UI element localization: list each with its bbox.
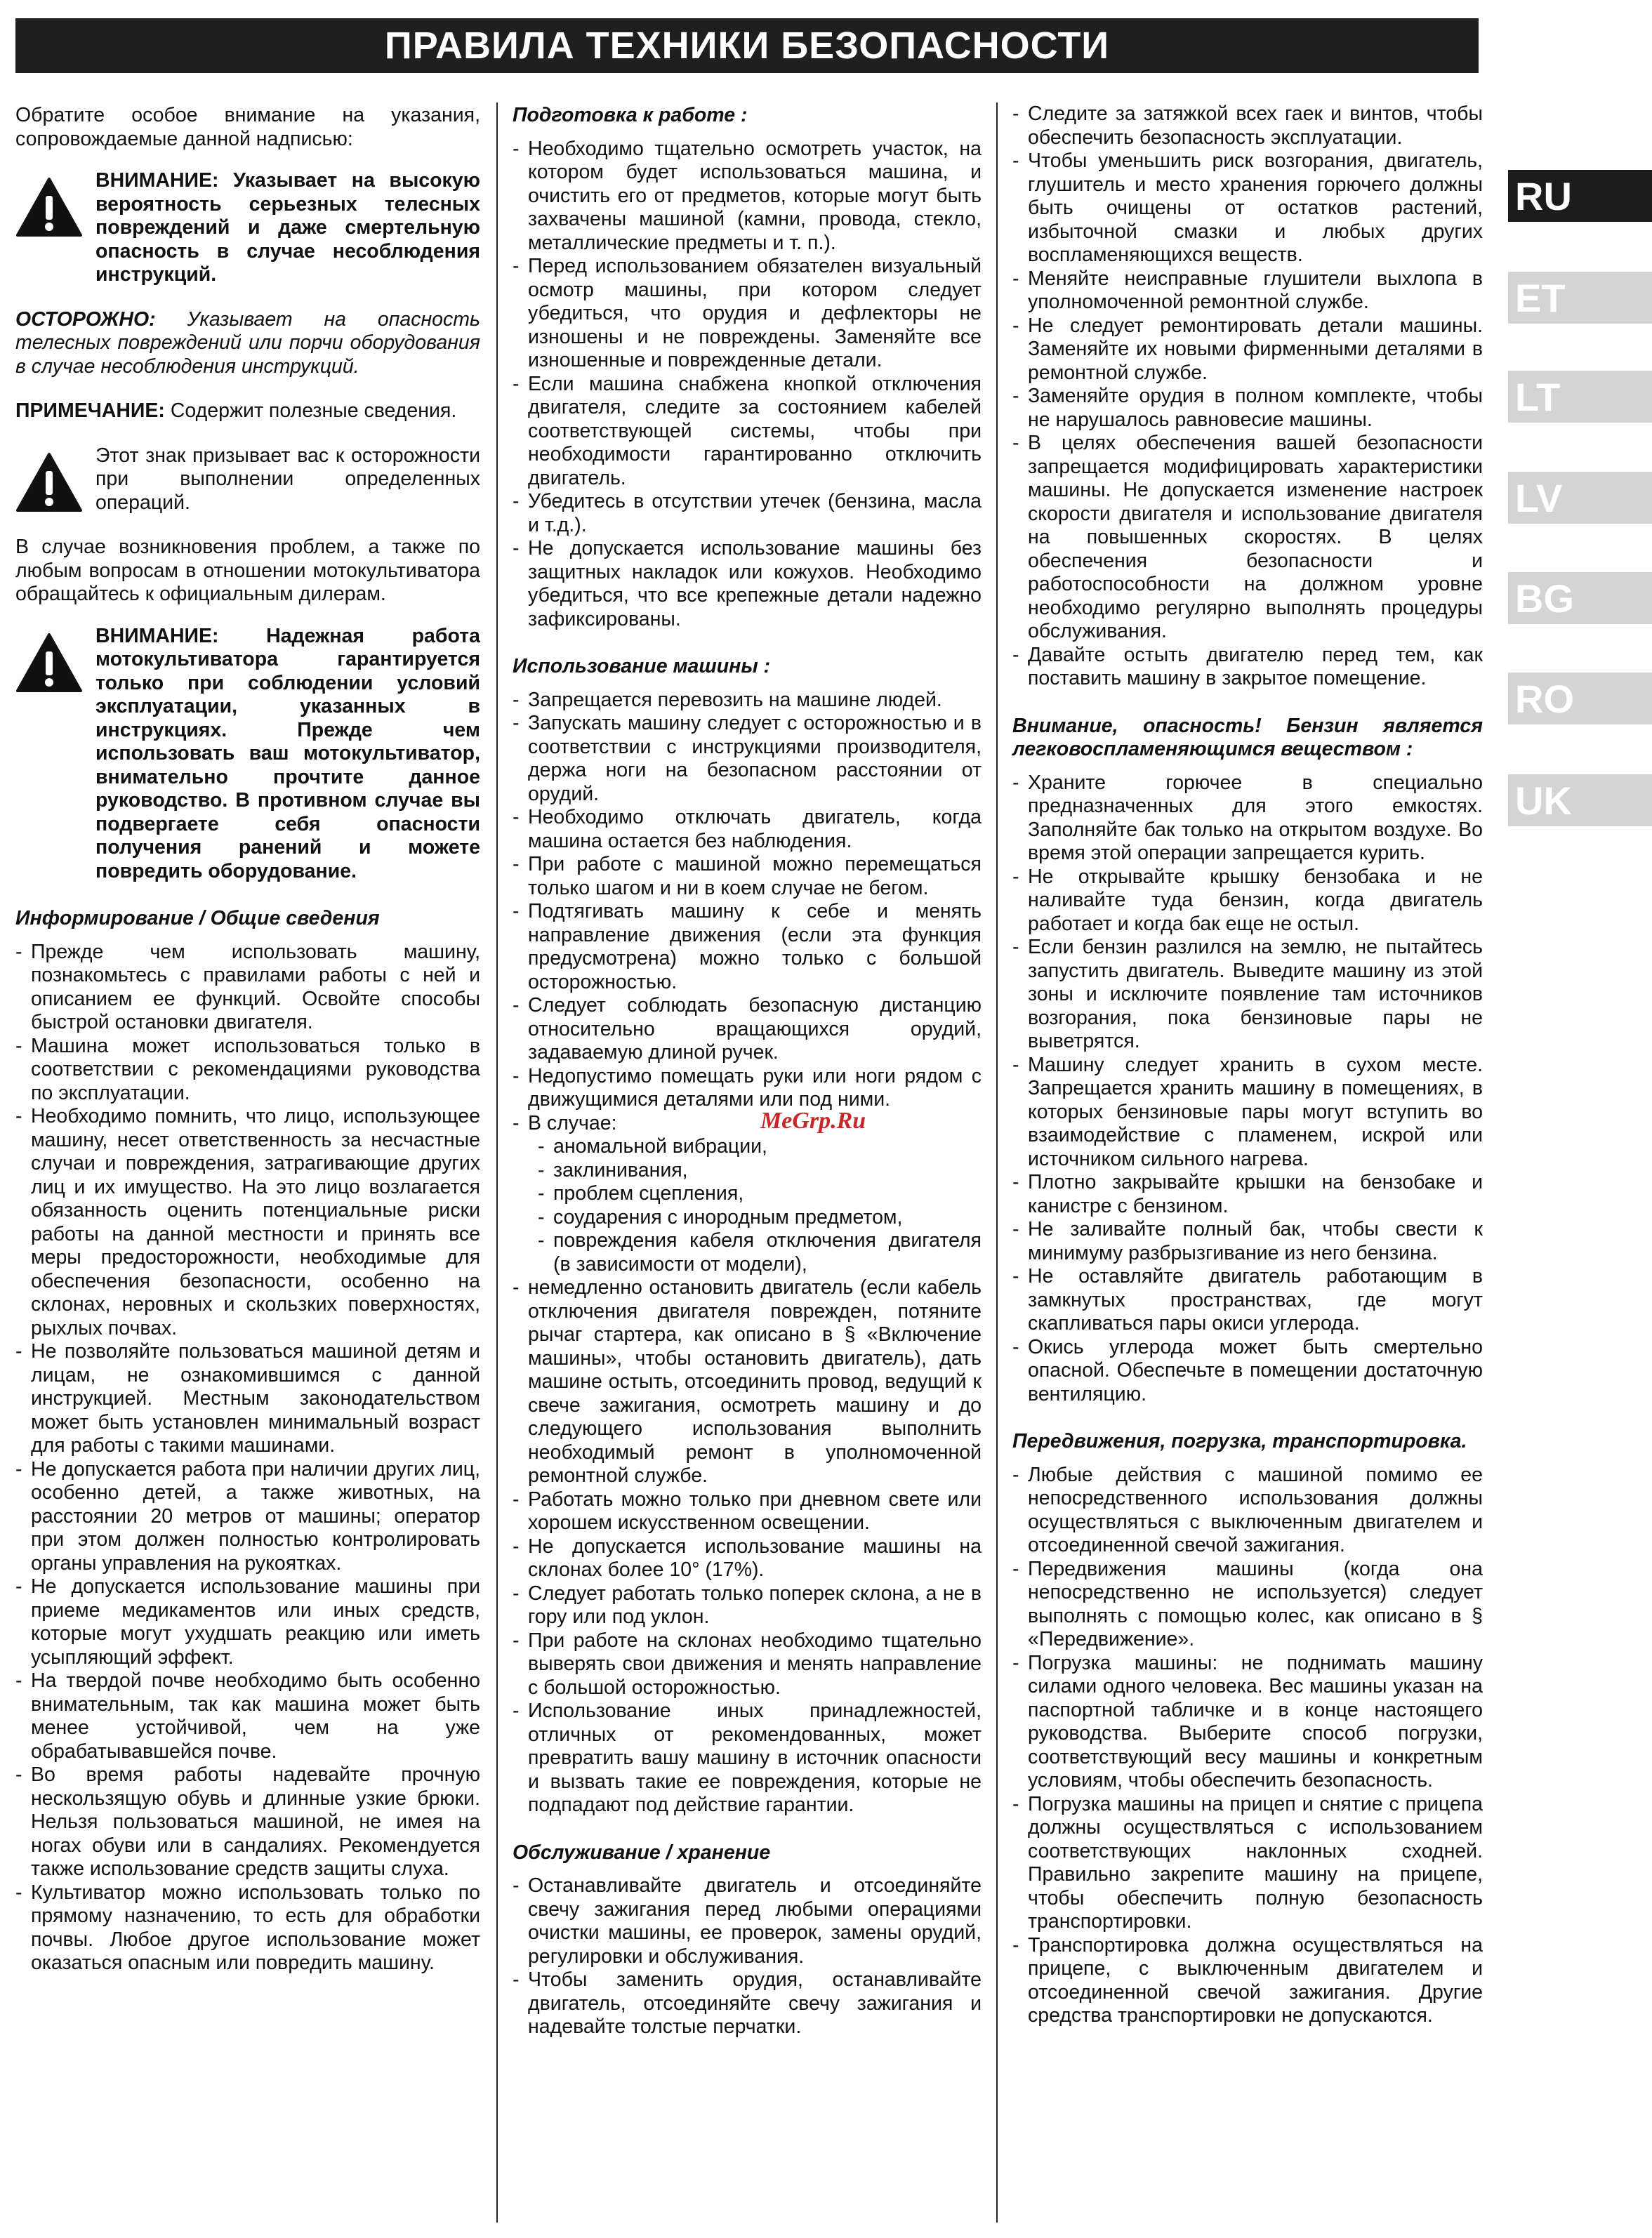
list-item: - Подтягивать машину к себе и менять направление движения (если эта функция предусмотрена) можно только с большой осторожностью. [513, 900, 982, 994]
warning-block [15, 625, 480, 884]
list-item: - Погрузка машины на прицеп и снятие с прицепа должны осуществляться с использованием соответствующих наклонных сходней. Правильно закрепите машину на прицепе, чтобы обеспечить полную безопасность транспортировки. [1012, 1793, 1483, 1934]
list-item: - Не допускается использование машины на склонах более 10° (17%). [513, 1535, 982, 1582]
transport-list [1012, 1464, 1483, 2028]
list-item: - На твердой почве необходимо быть особенно внимательным, так как машина может быть менее устойчивой, чем на уже обрабатывавшейся почве. [15, 1669, 480, 1763]
maint-list [513, 1874, 982, 2039]
sign-block [15, 444, 480, 515]
list-item: - Заменяйте орудия в полном комплекте, чтобы не нарушалось равновесие машины. [1012, 385, 1483, 432]
list-item: - Культиватор можно использовать только по прямому назначению, то есть для обработки почвы. Любое другое использование может оказаться опасным или повредить машину. [15, 1881, 480, 1975]
fuel-list [1012, 772, 1483, 1407]
warning-triangle-icon [15, 451, 83, 513]
list-item: - При работе с машиной можно перемещаться только шагом и ни в коем случае не бегом. [513, 853, 982, 900]
list-item: - Не заливайте полный бак, чтобы свести к минимуму разбрызгивание из него бензина. [1012, 1218, 1483, 1265]
list-item: - Транспортировка должна осуществляться на прицепе, с выключенным двигателем и отсоединенной свечой зажигания. Другие средства транспортировки не допускаются. [1012, 1934, 1483, 2028]
list-item: - повреждения кабеля отключения двигателя (в зависимости от модели), [538, 1229, 982, 1276]
list-item: - Не допускается работа при наличии других лиц, особенно детей, а также животных, на расстоянии 20 метров от машины; оператор при этом должен полностью контролировать органы управления на рукоятках. [15, 1458, 480, 1576]
list-item: - Убедитесь в отсутствии утечек (бензина, масла и т.д.). [513, 490, 982, 537]
warning-text: ВНИМАНИЕ: Указывает на высокую вероятность серьезных телесных повреждений и даже смертельную опасность в случае несоблюдения инструкций. [95, 169, 480, 286]
info-list [15, 941, 480, 1975]
note-text [15, 399, 480, 423]
list-item: - Погрузка машины: не поднимать машину силами одного человека. Вес машины указан на паспортной табличке и в конце настоящего руководства. Выберите способ погрузки, соответствующий весу машины и конкретным условиям, чтобы обеспечить безопасность. [1012, 1652, 1483, 1793]
warning-triangle-icon [15, 632, 83, 694]
list-item: - проблем сцепления, [538, 1182, 982, 1206]
column-2 [513, 104, 982, 2048]
list-item: - Следует работать только поперек склона, а не в гору или под уклон. [513, 1582, 982, 1629]
list-item: - Храните горючее в специально предназначенных для этого емкостях. Заполняйте бак только на открытом воздухе. Во время этой операции запрещается курить. [1012, 772, 1483, 866]
list-item: - Машину следует хранить в сухом месте. Запрещается хранить машину в помещениях, в которых бензиновые пары могут вступить во взаимодействие с пламенем, искрой или источником сильного нагрева. [1012, 1054, 1483, 1172]
use-list-continued [513, 1276, 982, 1817]
list-item: - Не открывайте крышку бензобака и не наливайте туда бензин, когда двигатель работает и когда бак еще не остыл. [1012, 866, 1483, 936]
caution-body: Указывает на опасность телесных повреждений или порчи оборудования в случае несоблюдения инструкций. [15, 307, 481, 378]
column-3 [1012, 102, 1483, 2037]
list-item: - В целях обеспечения вашей безопасности запрещается модифицировать характеристики машины. Не допускается изменение настроек скорости двигателя и использование двигателя на повышенных скоростях. В целях обеспечения безопасности и работоспособности на должном уровне необходимо регулярно выполнять процедуры обслуживания. [1012, 432, 1483, 644]
caution-text [15, 308, 480, 379]
list-item: - Прежде чем использовать машину, познакомьтесь с правилами работы с ней и описанием ее функций. Освойте способы быстрой остановки двигателя. [15, 941, 480, 1035]
language-tab-et[interactable]: ET [1508, 272, 1652, 324]
list-item: - Следует соблюдать безопасную дистанцию относительно вращающихся орудий, задаваемую длиной ручек. [513, 994, 982, 1065]
list-item: - Недопустимо помещать руки или ноги рядом с движущимися деталями или под ними. [513, 1065, 982, 1112]
list-item: - Передвижения машины (когда она непосредственно не используется) следует выполнять с помощью колес, как описано в § «Передвижение». [1012, 1558, 1483, 1652]
language-tab-uk[interactable]: UK [1508, 774, 1652, 826]
list-item: - Не допускается использование машины при приеме медикаментов или иных средств, которые могут ухудшать реакцию или иметь усыпляющий эффект. [15, 1575, 480, 1669]
list-item: - Во время работы надевайте прочную нескользящую обувь и длинные узкие брюки. Нельзя пользоваться машиной, не имея на ногах обуви или в сандалиях. Рекомендуется также использование средств защиты слуха. [15, 1763, 480, 1881]
sign-text: Этот знак призывает вас к осторожности при выполнении определенных операций. [95, 444, 480, 514]
list-item: - Перед использованием обязателен визуальный осмотр машины, при котором следует убедиться, что орудия и дефлекторы не изношены и не повреждены. Заменяйте все изношенные и поврежденные детали. [513, 255, 982, 373]
list-item: - немедленно остановить двигатель (если кабель отключения двигателя поврежден, потяните рычаг стартера, как описано в § «Включение машины», чтобы остановить двигатель), дать машине остыть, отсоединить провод, ведущий к свече зажигания, осмотреть машину и до следующего использования выполнить необходимый ремонт в уполномоченной ремонтной службе. [513, 1276, 982, 1488]
list-item: - Чтобы заменить орудия, останавливайте двигатель, отсоединяйте свечу зажигания и надевайте толстые перчатки. [513, 1968, 982, 2039]
column-divider [496, 102, 498, 2223]
list-item: - Работать можно только при дневном свете или хорошем искусственном освещении. [513, 1488, 982, 1535]
list-item: - аномальной вибрации, [538, 1135, 982, 1159]
language-tab-lv[interactable]: LV [1508, 472, 1652, 524]
column-1 [15, 104, 480, 1984]
use-sub-list [513, 1135, 982, 1276]
use-list [513, 689, 982, 1136]
list-item: - Давайте остыть двигателю перед тем, как поставить машину в закрытое помещение. [1012, 644, 1483, 691]
language-tab-lt[interactable]: LT [1508, 371, 1652, 423]
language-tab-ro[interactable]: RO [1508, 673, 1652, 724]
list-item: - В случае: [513, 1112, 982, 1136]
page-title: ПРАВИЛА ТЕХНИКИ БЕЗОПАСНОСТИ [15, 18, 1479, 73]
section-heading: Информирование / Общие сведения [15, 907, 380, 929]
section-heading: Использование машины : [513, 655, 771, 677]
maint-list-continued [1012, 102, 1483, 691]
list-item: - Плотно закрывайте крышки на бензобаке и канистре с бензином. [1012, 1171, 1483, 1218]
intro-text: Обратите особое внимание на указания, сопровождаемые данной надписью: [15, 104, 480, 150]
language-tab-bg[interactable]: BG [1508, 572, 1652, 624]
list-item: - Останавливайте двигатель и отсоединяйте свечу зажигания перед любыми операциями очистки машины, ее проверок, замены орудий, регулировки и обслуживания. [513, 1874, 982, 1968]
list-item: - Если машина снабжена кнопкой отключения двигателя, следите за состоянием кабелей соответствующей системы, чтобы при необходимости гарантированно отключить двигатель. [513, 373, 982, 491]
prep-list [513, 138, 982, 632]
note-label: ПРИМЕЧАНИЕ: [15, 399, 165, 422]
section-heading: Передвижения, погрузка, транспортировка. [1012, 1430, 1467, 1452]
section-heading: Подготовка к работе : [513, 104, 748, 126]
list-item: - Машина может использоваться только в соответствии с рекомендациями руководства по эксплуатации. [15, 1035, 480, 1106]
list-item: - Использование иных принадлежностей, отличных от рекомендованных, может превратить вашу машину в источник опасности и вызвать такие ее повреждения, которые не подпадают под действие гарантии. [513, 1700, 982, 1817]
list-item: - заклинивания, [538, 1159, 982, 1183]
list-item: - Необходимо отключать двигатель, когда машина остается без наблюдения. [513, 806, 982, 853]
list-item: - Чтобы уменьшить риск возгорания, двигатель, глушитель и место хранения горючего должны быть очищены от остатков растений, избыточной смазки и любых других воспламеняющихся веществ. [1012, 150, 1483, 267]
list-item: - Меняйте неисправные глушители выхлопа в уполномоченной ремонтной службе. [1012, 267, 1483, 314]
list-item: - Запускать машину следует с осторожностью и в соответствии с инструкциями производителя, держа ноги на безопасном расстоянии от орудий. [513, 712, 982, 806]
list-item: - Если бензин разлился на землю, не пытайтесь запустить двигатель. Выведите машину из этой зоны и исключите появление там источников возгорания, пока бензиновые пары не выветрятся. [1012, 936, 1483, 1054]
list-item: - Любые действия с машиной помимо ее непосредственного использования должны осуществляться с выключенным двигателем и отсоединенной свечой зажигания. [1012, 1464, 1483, 1558]
column-divider [996, 102, 998, 2223]
section-heading: Обслуживание / хранение [513, 1841, 771, 1864]
list-item: - соударения с инородным предметом, [538, 1206, 982, 1230]
list-item: - Необходимо помнить, что лицо, использующее машину, несет ответственность за несчастные случаи и повреждения, затрагивающие других лиц и их имущество. На это лицо возлагается обязанность оценить потенциальные риски работы на данной местности и принять все меры предосторожности, необходимые для обеспечения безопасности, особенно на склонах, неровных и скользких поверхностях, рыхлых почвах. [15, 1105, 480, 1340]
list-item: - При работе на склонах необходимо тщательно выверять свои движения и менять направление с большой осторожностью. [513, 1629, 982, 1700]
list-item: - Не следует ремонтировать детали машины. Заменяйте их новыми фирменными деталями в ремонтной службе. [1012, 314, 1483, 385]
list-item: - Следите за затяжкой всех гаек и винтов, чтобы обеспечить безопасность эксплуатации. [1012, 102, 1483, 150]
warning-triangle-icon [15, 176, 83, 238]
warning-block [15, 169, 480, 287]
problems-text: В случае возникновения проблем, а также по любым вопросам в отношении мотокультиватора обращайтесь к официальным дилерам. [15, 536, 480, 605]
list-item: - Не оставляйте двигатель работающим в замкнутых пространствах, где могут скапливаться пары окиси углерода. [1012, 1265, 1483, 1336]
warning-text: ВНИМАНИЕ: Надежная работа мотокультиватора гарантируется только при соблюдении условий эксплуатации, указанных в инструкциях. Прежде чем использовать ваш мотокультиватор, внимательно прочтите данное руководство. В противном случае вы подвергаете себя опасности получения ранений и можете повредить оборудование. [95, 624, 480, 882]
list-item: - Не позволяйте пользоваться машиной детям и лицам, не ознакомившимся с данной инструкцией. Местным законодательством может быть установлен минимальный возраст для работы с такими машинами. [15, 1340, 480, 1458]
list-item: - Окись углерода может быть смертельно опасной. Обеспечьте в помещении достаточную вентиляцию. [1012, 1336, 1483, 1407]
caution-label: ОСТОРОЖНО: [15, 307, 156, 331]
list-item: - Необходимо тщательно осмотреть участок, на котором будет использоваться машина, и очистить его от предметов, которые могут быть захвачены машиной (камни, провода, стекло, металлические предметы и т. п.). [513, 138, 982, 256]
list-item: - Не допускается использование машины без защитных накладок или кожухов. Необходимо убедиться, что все крепежные детали надежно зафиксированы. [513, 537, 982, 631]
watermark: MeGrp.Ru [760, 1108, 866, 1134]
list-item: - Запрещается перевозить на машине людей. [513, 689, 982, 713]
section-heading: Внимание, опасность! Бензин является легковоспламеняющимся веществом : [1012, 714, 1483, 760]
language-tab-ru[interactable]: RU [1508, 170, 1652, 222]
note-body: Содержит полезные сведения. [170, 399, 457, 422]
